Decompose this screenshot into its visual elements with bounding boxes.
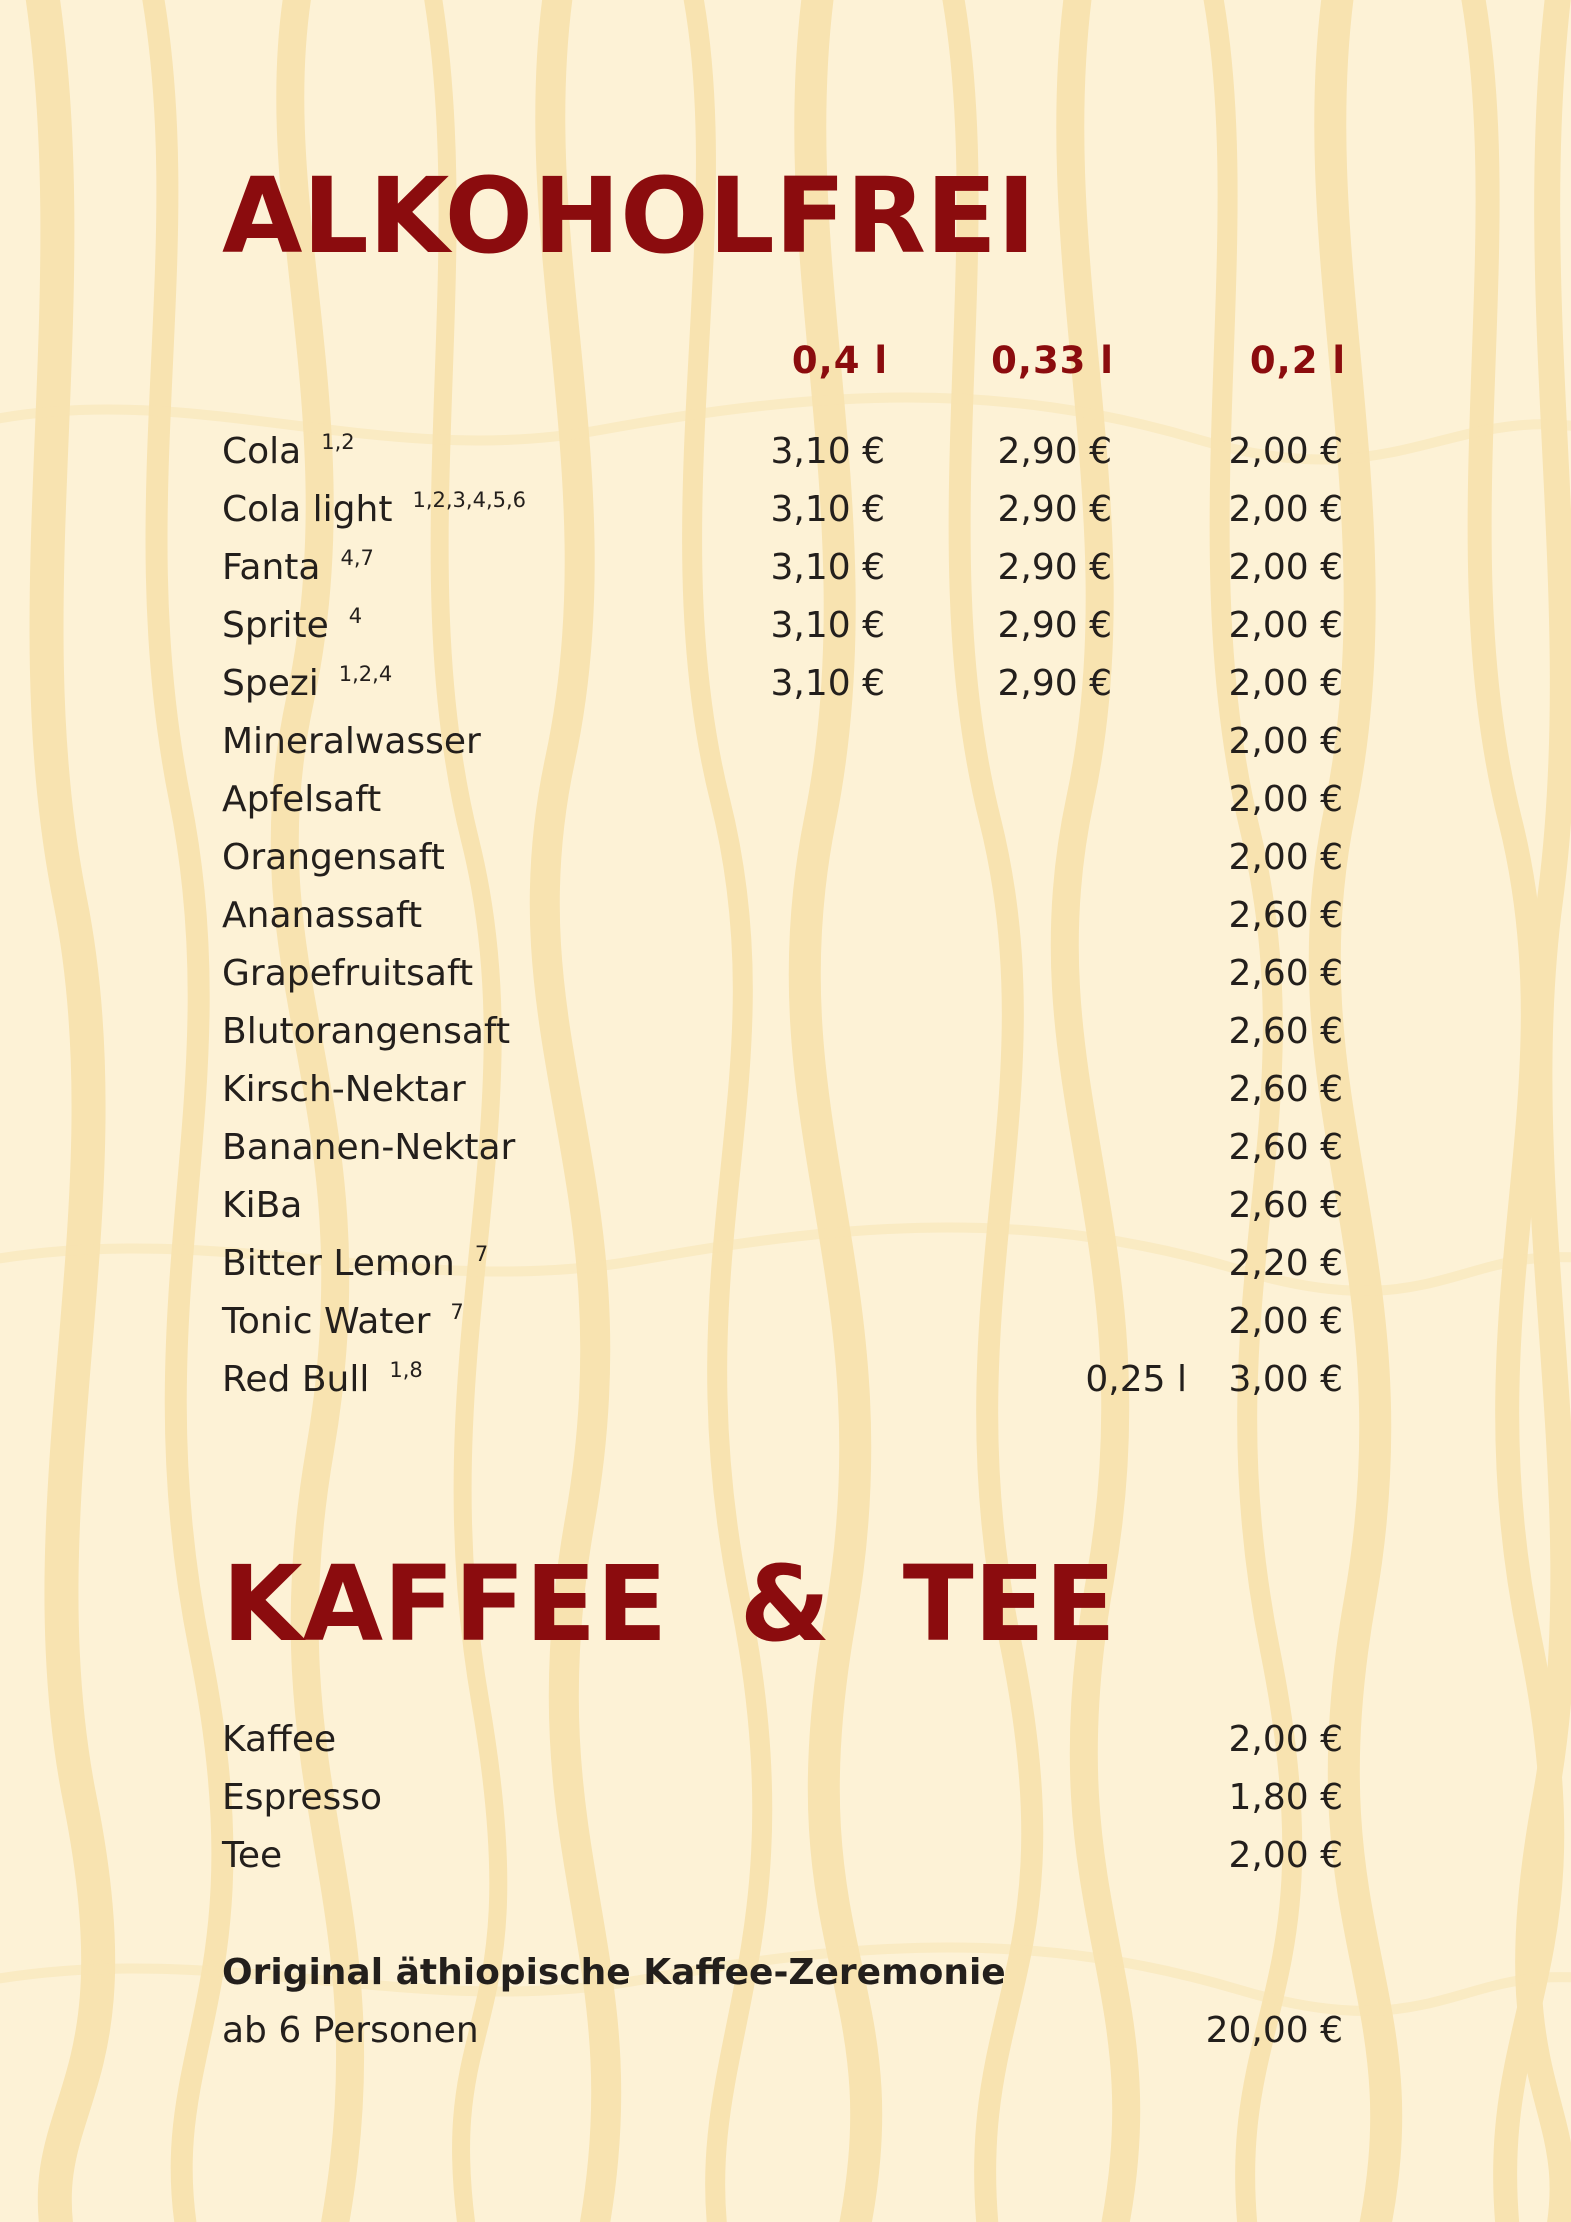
list-item — [0, 829, 1571, 887]
additive-footnote: 1,2 — [321, 430, 355, 454]
price-02l: 2,00 € — [1228, 547, 1343, 588]
item-name: Red Bull $^{1,8}$ — [222, 1358, 423, 1400]
price-033l: 2,90 € — [997, 431, 1112, 472]
ceremony-row — [0, 2002, 1571, 2060]
additive-footnote: 7 — [474, 1242, 489, 1266]
price-02l: 2,00 € — [1228, 721, 1343, 762]
list-item — [0, 1827, 1571, 1885]
price-033l: 2,90 € — [997, 489, 1112, 530]
price-033l: 2,90 € — [997, 663, 1112, 704]
item-name: Cola $^{1,2}$ — [222, 430, 355, 472]
list-item — [0, 1711, 1571, 1769]
item-name: Grapefruitsaft — [222, 953, 474, 994]
item-name: Kirsch-Nektar — [222, 1069, 466, 1110]
additive-footnote: 4 — [348, 604, 363, 628]
list-item — [0, 1119, 1571, 1177]
additive-footnote: 7 — [450, 1300, 464, 1324]
item-name: Kaffee — [222, 1719, 337, 1760]
item-name: Bananen-Nektar — [222, 1127, 516, 1168]
list-item — [0, 539, 1571, 597]
list-item — [0, 423, 1571, 481]
volume-label: 0,25 l — [1085, 1359, 1187, 1400]
item-name: Sprite $^4$ — [222, 604, 363, 646]
list-item — [0, 1003, 1571, 1061]
item-price: 2,00 € — [1228, 1835, 1343, 1876]
item-name: Orangensaft — [222, 837, 445, 878]
price-04l: 3,10 € — [770, 547, 885, 588]
item-name: Blutorangensaft — [222, 1011, 511, 1052]
list-item — [0, 887, 1571, 945]
item-name: Espresso — [222, 1777, 383, 1818]
price-04l: 3,10 € — [770, 605, 885, 646]
list-item — [0, 481, 1571, 539]
price-02l: 2,60 € — [1228, 1069, 1343, 1110]
price-04l: 3,10 € — [770, 663, 885, 704]
price-02l: 2,00 € — [1228, 779, 1343, 820]
item-name: Cola light $^{1,2,3,4,5,6}$ — [222, 488, 527, 530]
section-title-kaffee-tee: KAFFEE & TEE — [222, 1543, 1116, 1665]
price-04l: 3,10 € — [770, 431, 885, 472]
column-header-04l: 0,4 l — [791, 339, 888, 382]
price-02l: 2,60 € — [1228, 895, 1343, 936]
price-033l: 2,90 € — [997, 605, 1112, 646]
list-item — [0, 1235, 1571, 1293]
section-title-alkoholfrei: ALKOHOLFREI — [222, 155, 1036, 277]
list-item — [0, 713, 1571, 771]
item-name: Tonic Water $^7$ — [222, 1300, 464, 1342]
list-item — [0, 1351, 1571, 1409]
additive-footnote: 4,7 — [340, 546, 374, 570]
additive-footnote: 1,2,3,4,5,6 — [412, 488, 527, 512]
list-item — [0, 771, 1571, 829]
price-02l: 2,20 € — [1228, 1243, 1343, 1284]
item-price: 2,00 € — [1228, 1719, 1343, 1760]
price-02l: 2,60 € — [1228, 953, 1343, 994]
price-02l: 2,00 € — [1228, 663, 1343, 704]
item-name: Spezi $^{1,2,4}$ — [222, 662, 393, 704]
column-header-02l: 0,2 l — [1249, 339, 1346, 382]
ceremony-title: Original äthiopische Kaffee-Zeremonie — [222, 1952, 1006, 1993]
price-02l: 2,60 € — [1228, 1127, 1343, 1168]
item-price: 1,80 € — [1228, 1777, 1343, 1818]
item-name: Fanta $^{4,7}$ — [222, 546, 374, 588]
item-name: KiBa — [222, 1185, 303, 1226]
list-item — [0, 1293, 1571, 1351]
price-033l: 2,90 € — [997, 547, 1112, 588]
price-02l: 3,00 € — [1228, 1359, 1343, 1400]
list-item — [0, 1177, 1571, 1235]
list-item — [0, 1769, 1571, 1827]
price-02l: 2,00 € — [1228, 837, 1343, 878]
column-header-033l: 0,33 l — [991, 339, 1114, 382]
list-item — [0, 945, 1571, 1003]
item-name: Ananassaft — [222, 895, 423, 936]
list-item — [0, 597, 1571, 655]
list-item — [0, 1061, 1571, 1119]
price-02l: 2,00 € — [1228, 1301, 1343, 1342]
price-02l: 2,00 € — [1228, 489, 1343, 530]
additive-footnote: 1,8 — [389, 1358, 423, 1382]
ceremony-subtitle: ab 6 Personen — [222, 2010, 479, 2051]
price-02l: 2,60 € — [1228, 1185, 1343, 1226]
price-02l: 2,60 € — [1228, 1011, 1343, 1052]
item-name: Tee — [222, 1835, 283, 1876]
item-name: Apfelsaft — [222, 779, 382, 820]
ceremony-price: 20,00 € — [1205, 2010, 1343, 2051]
additive-footnote: 1,2,4 — [338, 662, 393, 686]
price-02l: 2,00 € — [1228, 605, 1343, 646]
item-name: Mineralwasser — [222, 721, 481, 762]
item-name: Bitter Lemon $^7$ — [222, 1242, 489, 1284]
list-item — [0, 655, 1571, 713]
price-04l: 3,10 € — [770, 489, 885, 530]
price-02l: 2,00 € — [1228, 431, 1343, 472]
